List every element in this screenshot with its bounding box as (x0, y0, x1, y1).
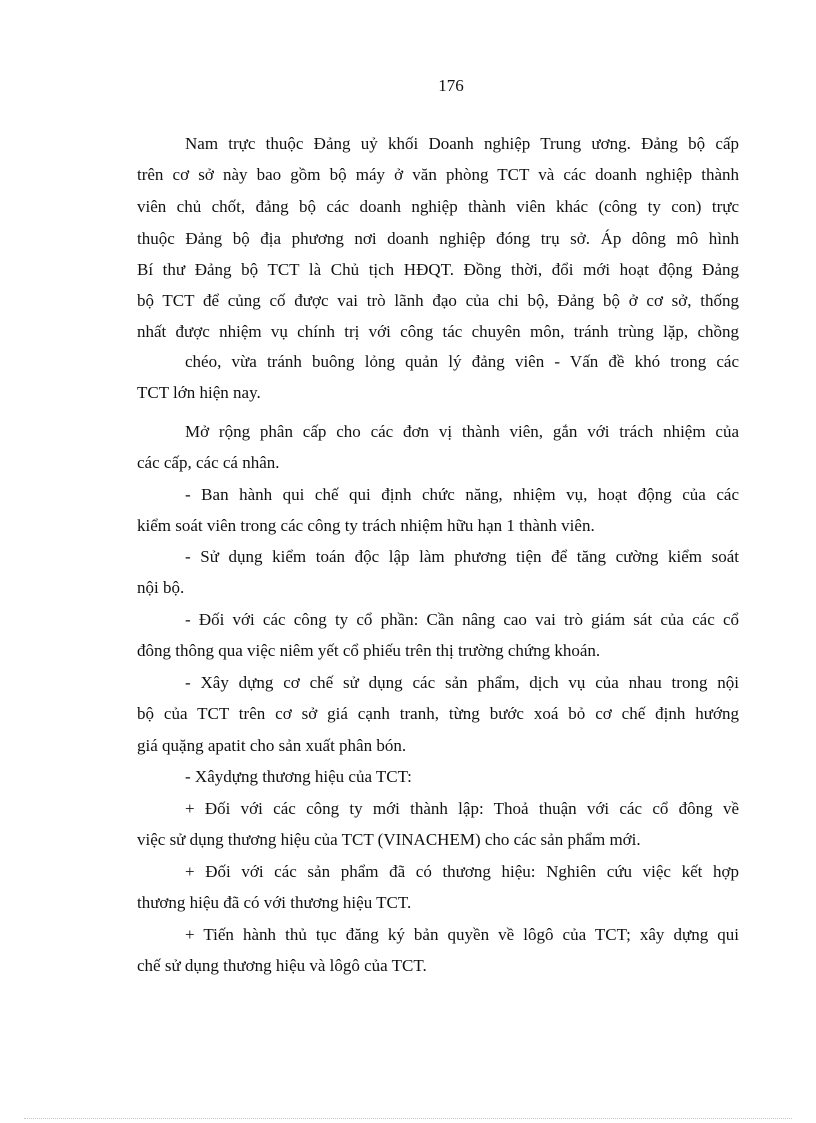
text-line: thuộc Đảng bộ địa phương nơi doanh nghiệp đóng trụ sở. Áp dông mô hình (137, 229, 739, 248)
text-line: - Xâydựng thương hiệu của TCT: (185, 767, 412, 786)
text-line: giá quặng apatit cho sản xuất phân bón. (137, 736, 407, 755)
text-line: - Ban hành qui chế qui định chức năng, nhiệm vụ, hoạt động của các (185, 485, 739, 504)
text-line: + Tiến hành thủ tục đăng ký bản quyền về lôgô của TCT; xây dựng qui (185, 925, 739, 944)
text-line: bộ TCT để củng cố được vai trò lãnh đạo của chi bộ, Đảng bộ ở cơ sở, thống (137, 291, 739, 310)
text-line: viên chủ chốt, đảng bộ các doanh nghiệp thành viên khác (công ty con) trực (137, 197, 739, 216)
text-line: nhất được nhiệm vụ chính trị với công tác chuyên môn, tránh trùng lặp, chồng (137, 322, 739, 341)
text-line: các cấp, các cá nhân. (137, 453, 280, 472)
text-line: trên cơ sở này bao gồm bộ máy ở văn phòng TCT và các doanh nghiệp thành (137, 165, 739, 184)
text-line: - Đối với các công ty cổ phần: Cần nâng cao vai trò giám sát của các cổ (185, 610, 739, 629)
text-line: TCT lớn hiện nay. (137, 383, 261, 402)
text-line: Nam trực thuộc Đảng uỷ khối Doanh nghiệp Trung ương. Đảng bộ cấp (185, 134, 739, 153)
text-line: chéo, vừa tránh buông lỏng quản lý đảng viên - Vấn đề khó trong các (185, 352, 739, 371)
text-line: chế sử dụng thương hiệu và lôgô của TCT. (137, 956, 427, 975)
text-line: đông thông qua việc niêm yết cổ phiếu trên thị trường chứng khoán. (137, 641, 601, 660)
text-line: bộ của TCT trên cơ sở giá cạnh tranh, từng bước xoá bỏ cơ chế định hướng (137, 704, 739, 723)
text-line: + Đối với các công ty mới thành lập: Thoả thuận với các cổ đông về (185, 799, 739, 818)
text-line: kiểm soát viên trong các công ty trách nhiệm hữu hạn 1 thành viên. (137, 516, 595, 535)
footer-rule (24, 1118, 792, 1119)
text-line: nội bộ. (137, 578, 185, 597)
text-line: thương hiệu đã có với thương hiệu TCT. (137, 893, 412, 912)
text-line: Bí thư Đảng bộ TCT là Chủ tịch HĐQT. Đồng thời, đổi mới hoạt động Đảng (137, 260, 739, 279)
text-line: - Sử dụng kiểm toán độc lập làm phương tiện để tăng cường kiểm soát (185, 547, 739, 566)
text-line: Mở rộng phân cấp cho các đơn vị thành viên, gắn với trách nhiệm của (185, 422, 739, 441)
page-number: 176 (438, 76, 464, 95)
text-line: + Đối với các sản phẩm đã có thương hiệu: Nghiên cứu việc kết hợp (185, 862, 739, 881)
text-line: - Xây dựng cơ chế sử dụng các sản phẩm, dịch vụ của nhau trong nội (185, 673, 739, 692)
text-line: việc sử dụng thương hiệu của TCT (VINACHEM) cho các sản phẩm mới. (137, 830, 641, 849)
